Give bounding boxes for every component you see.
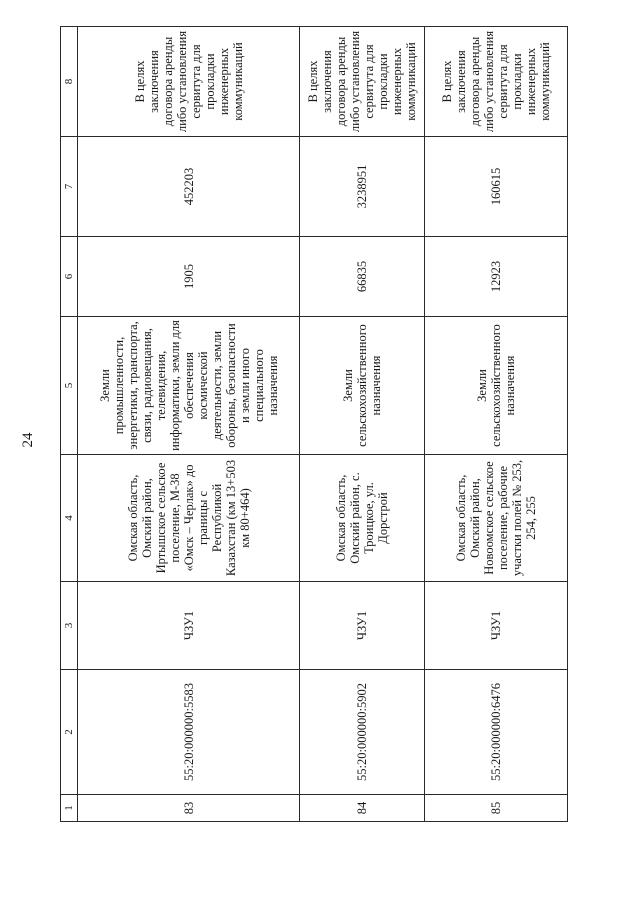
table-row [425,27,568,822]
column-number: 5 [61,317,78,455]
zone-designation: ЧЗУ1 [78,582,300,670]
table-row [78,27,300,822]
land-category: Земли сельскохозяйственного назначения [425,317,568,455]
land-category: Земли сельскохозяйственного назначения [300,317,425,455]
area-part: 1905 [78,237,300,317]
page-number: 24 [20,432,36,448]
area-total: 160615 [425,137,568,237]
header-row [61,27,78,822]
rotated-page-content [60,27,568,822]
purpose: В целях заключения договора аренды либо установления сервитута для прокладки инженерных коммуникаций [300,27,425,137]
area-part: 12923 [425,237,568,317]
column-number: 2 [61,670,78,795]
column-number: 1 [61,795,78,822]
purpose: В целях заключения договора аренды либо установления сервитута для прокладки инженерных коммуникаций [425,27,568,137]
column-number: 8 [61,27,78,137]
cadastral-number: 55:20:000000:6476 [425,670,568,795]
zone-designation: ЧЗУ1 [300,582,425,670]
land-plots-table [60,26,568,822]
row-number: 83 [78,795,300,822]
column-number: 6 [61,237,78,317]
cadastral-number: 55:20:000000:5902 [300,670,425,795]
table-row [300,27,425,822]
area-total: 452203 [78,137,300,237]
location: Омская область, Омский район, Иртышское сельское поселение, М-38 «Омск – Черлак» до границы с Республикой Казахстан (км 13+503 км 80+464) [78,455,300,582]
land-category: Земли промышленности, энергетики, транспорта, связи, радиовещания, телевидения, информатики, земли для обеспечения космической деятельности, земли обороны, безопасности и земли иного специального назначения [78,317,300,455]
column-number: 3 [61,582,78,670]
area-total: 3238951 [300,137,425,237]
row-number: 84 [300,795,425,822]
cadastral-number: 55:20:000000:5583 [78,670,300,795]
area-part: 66835 [300,237,425,317]
column-number: 7 [61,137,78,237]
location: Омская область, Омский район, Новоомское сельское поселение, рабочие участки полей № 253, 254, 255 [425,455,568,582]
zone-designation: ЧЗУ1 [425,582,568,670]
purpose: В целях заключения договора аренды либо установления сервитута для прокладки инженерных коммуникаций [78,27,300,137]
location: Омская область, Омский район, с. Троицкое, ул. Дорстрой [300,455,425,582]
column-number: 4 [61,455,78,582]
row-number: 85 [425,795,568,822]
